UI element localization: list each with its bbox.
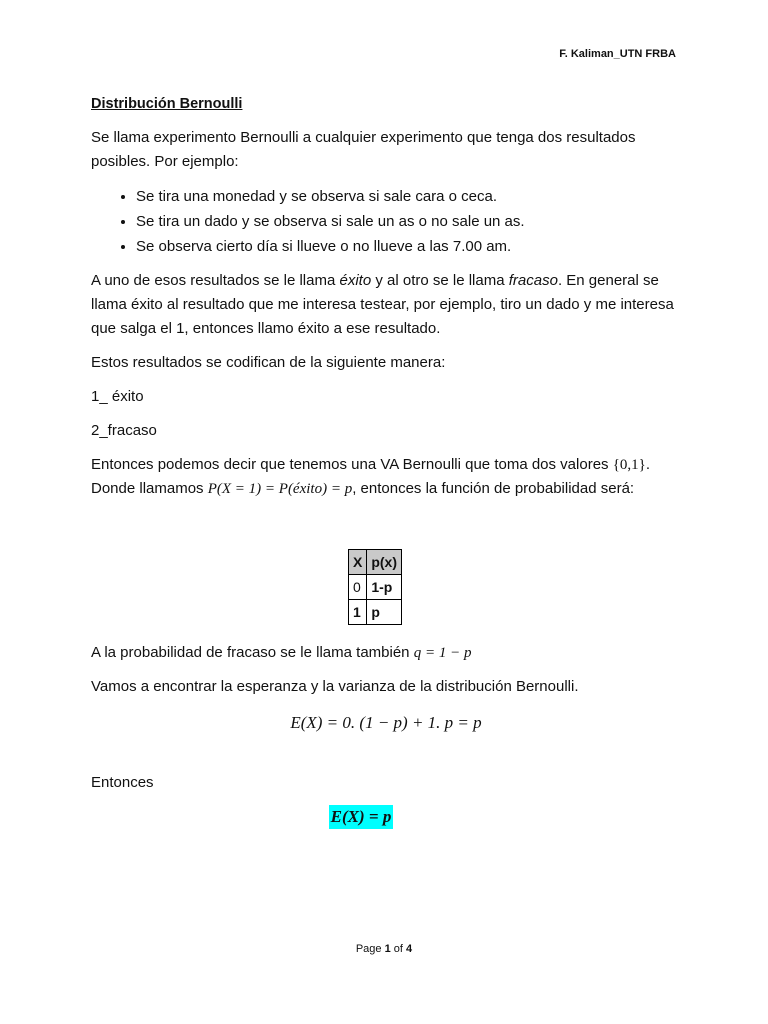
text-segment: , entonces la función de probabilidad será: [352,480,635,497]
list-item: • Se observa cierto día si llueve o no llueve a las 7.00 am. [136,234,691,259]
header-author: F. Kaliman_UTN FRBA [559,48,676,60]
code-line-1: 1_ éxito [91,388,144,405]
page-number: 1 [384,943,391,955]
table-cell: p [367,600,402,625]
definition-paragraph [91,269,691,341]
table-row [349,575,402,600]
text-segment: Entonces podemos decir que tenemos una VA Bernoulli que toma dos valores [91,456,613,473]
list-item: • Se tira un dado y se observa si sale un as o no sale un as. [136,209,691,234]
text-segment: . En general se llama éxito al resultado que me interesa testear, por ejemplo, tiro un dado y me interesa que salga el 1, entonces llamo éxito a ese resultado. [91,272,674,337]
text-segment: A uno de esos resultados se le llama [91,272,340,289]
table-header: X [349,550,367,575]
table-cell: 1 [349,600,367,625]
table-header-row [349,550,402,575]
code-line-2: 2_fracaso [91,422,157,439]
highlighted-result: E(X) = p [329,805,394,829]
term-exito: éxito [339,272,372,289]
value-set: {0,1} [612,457,646,473]
page-footer [0,943,768,955]
text-segment: A la probabilidad de fracaso se le llama también [91,644,414,661]
of-label: of [393,943,403,955]
entonces-label: Entonces [91,774,154,791]
q-formula: q = 1 − p [413,645,472,661]
expectation-formula: E(X) = 0. (1 − p) + 1. p = p [290,713,482,732]
probability-table-container [348,549,691,625]
failure-paragraph [91,641,691,665]
list-item: • Se tira una monedad y se observa si sale cara o ceca. [136,184,691,209]
codification-paragraph: Estos resultados se codifican de la siguiente manera: [91,354,446,371]
result-line [91,805,691,830]
table-cell: 1-p [367,575,402,600]
table-cell: 0 [349,575,367,600]
page-total: 4 [406,943,413,955]
document-body [91,92,691,830]
page-title: Distribución Bernoulli [91,96,243,112]
table-header: p(x) [367,550,402,575]
term-fracaso: fracaso [508,272,558,289]
expectation-intro: Vamos a encontrar la esperanza y la varianza de la distribución Bernoulli. [91,678,579,695]
table-row [349,600,402,625]
probability-table [348,549,402,625]
text-segment: . Donde llamamos [91,456,651,497]
va-paragraph [91,453,691,501]
probability-formula: P(X = 1) = P(éxito) = p [207,481,353,497]
text-segment: y al otro se le llama [371,272,509,289]
page-label: Page [355,943,382,955]
examples-list [91,184,691,259]
intro-paragraph: Se llama experimento Bernoulli a cualquier experimento que tenga dos resultados posibles. Por ejemplo: [91,129,636,170]
